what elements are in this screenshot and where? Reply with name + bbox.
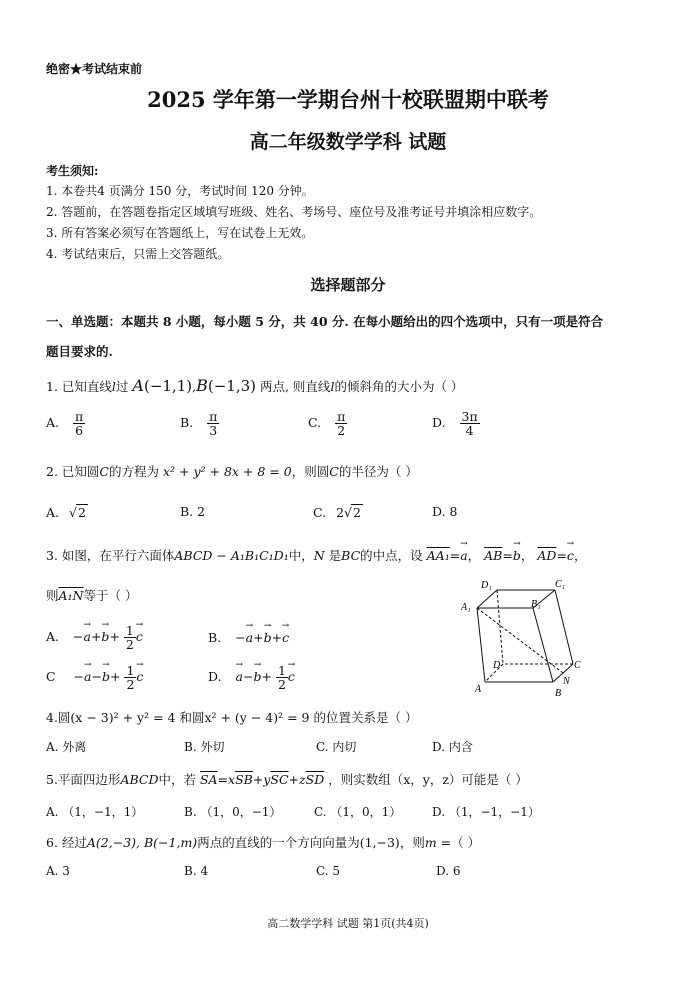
question-2-option-b[interactable]: B. 2 (180, 504, 206, 519)
question-5-option-d[interactable]: D. （1，−1，−1） (432, 805, 540, 819)
question-4-option-b[interactable]: B. 外切 (184, 740, 225, 754)
notice-heading: 考生须知: (46, 164, 99, 178)
edge-d1a1 (477, 590, 497, 608)
question-6-option-c[interactable]: C. 5 (316, 864, 341, 878)
question-4-stem: 4.圆(x − 3)² + y² = 4 和圆x² + (y − 4)² = 9 的位置关系是（ ） (46, 710, 418, 725)
question-1-stem: 1. 已知直线l过 A(−1,1),B(−1,3) 两点, 则直线l的倾斜角的大小为（ ） (46, 376, 464, 395)
edge-a1a (477, 608, 485, 682)
question-1-option-d[interactable]: D. $\frac{3\pi}{4}$ (432, 409, 478, 439)
label-d1: D₁ (481, 580, 492, 591)
question-1-option-c[interactable]: C. $\frac{\pi}{2}$ (308, 409, 346, 439)
notice-item: 1. 本卷共4 页满分 150 分，考试时间 120 分钟。 (46, 184, 314, 198)
label-b: B (555, 688, 562, 699)
question-3-stem-cont: 则A₁N等于（ ） (46, 588, 138, 603)
notice-item: 4. 考试结束后，只需上交答题纸。 (46, 247, 230, 261)
question-3-option-a[interactable]: A. −→ a+→ b+ $\frac{1}{2}$ → c (46, 624, 143, 651)
exam-title: 2025 学年第一学期台州十校联盟期中联考 (147, 87, 549, 112)
notice-item: 2. 答题前，在答题卷指定区域填写班级、姓名、考场号、座位号及准考证号并填涂相应数字。 (46, 205, 542, 219)
question-1-option-a[interactable]: A. $\frac{\pi}{6}$ (46, 409, 84, 439)
section-instruction: 一、单选题：本题共 8 小题，每小题 5 分，共 40 分. 在每小题给出的四个选项中，只有一项是符合 (46, 314, 604, 329)
page-footer: 高二数学学科 试题 第1页(共4页) (267, 917, 429, 930)
question-2-stem: 2. 已知圆C的方程为 x² + y² + 8x + 8 = 0，则圆C的半径为（ ） (46, 464, 418, 479)
question-1-option-b[interactable]: B. $\frac{\pi}{3}$ (180, 409, 218, 439)
question-3-option-b[interactable]: B. −→ a+→ b+→ c (208, 630, 289, 645)
notice-item: 3. 所有答案必须写在答题纸上，写在试卷上无效。 (46, 226, 314, 240)
question-2-option-d[interactable]: D. 8 (432, 504, 458, 519)
question-2-option-c[interactable]: C. 2√2 (313, 505, 361, 520)
question-6-option-a[interactable]: A. 3 (46, 864, 70, 878)
secret-label: 绝密★考试结束前 (46, 62, 143, 76)
question-4-option-c[interactable]: C. 内切 (316, 740, 357, 754)
question-2-option-a[interactable]: A. √2 (46, 505, 86, 520)
label-n: N (563, 676, 570, 687)
question-4-option-d[interactable]: D. 内含 (432, 740, 473, 754)
edge-c1c (555, 590, 573, 664)
label-c: C (574, 660, 581, 671)
label-d: D (493, 660, 501, 671)
label-a: A (475, 684, 482, 695)
question-3-stem: 3. 如图，在平行六面体ABCD − A₁B₁C₁D₁中，N 是BC的中点，设 AA₁=→ a， $\overline{AB}=\to b$， $\overline{AD}=\to c$， (46, 546, 586, 564)
edge-b1b (533, 608, 553, 682)
question-4-option-a[interactable]: A. 外离 (46, 740, 87, 754)
segment-a1n (477, 608, 563, 673)
question-6-option-b[interactable]: B. 4 (184, 864, 209, 878)
label-b1: B₁ (531, 599, 541, 610)
question-3-option-d[interactable]: D. → a−→ b+ $\frac{1}{2}$ → c (208, 664, 295, 691)
exam-subtitle: 高二年级数学学科 试题 (249, 131, 447, 153)
section-instruction-cont: 题目要求的. (46, 344, 113, 359)
question-6-option-d[interactable]: D. 6 (436, 864, 461, 878)
question-5-stem: 5.平面四边形ABCD中，若 $\overline{SA}=x\overline{SB}+y\overline{SC}+z\overline{SD}$ ，则实数组（x，y，z）可能是（ ） (46, 772, 528, 787)
section-title: 选择题部分 (310, 276, 386, 294)
label-c1: C₁ (555, 579, 566, 590)
parallelepiped-figure (455, 574, 595, 702)
question-5-option-c[interactable]: C. （1，0，1） (314, 805, 402, 819)
question-5-option-a[interactable]: A. （1，−1，1） (46, 805, 144, 819)
question-6-stem: 6. 经过A(2,−3), B(−1,m)两点的直线的一个方向向量为(1,−3)，则m =（ ） (46, 835, 481, 850)
question-3-option-c[interactable]: C −→ a−→ b+ $\frac{1}{2}$ → c (46, 664, 143, 691)
label-a1: A₁ (461, 602, 471, 613)
question-5-option-b[interactable]: B. （1，0，−1） (184, 805, 282, 819)
